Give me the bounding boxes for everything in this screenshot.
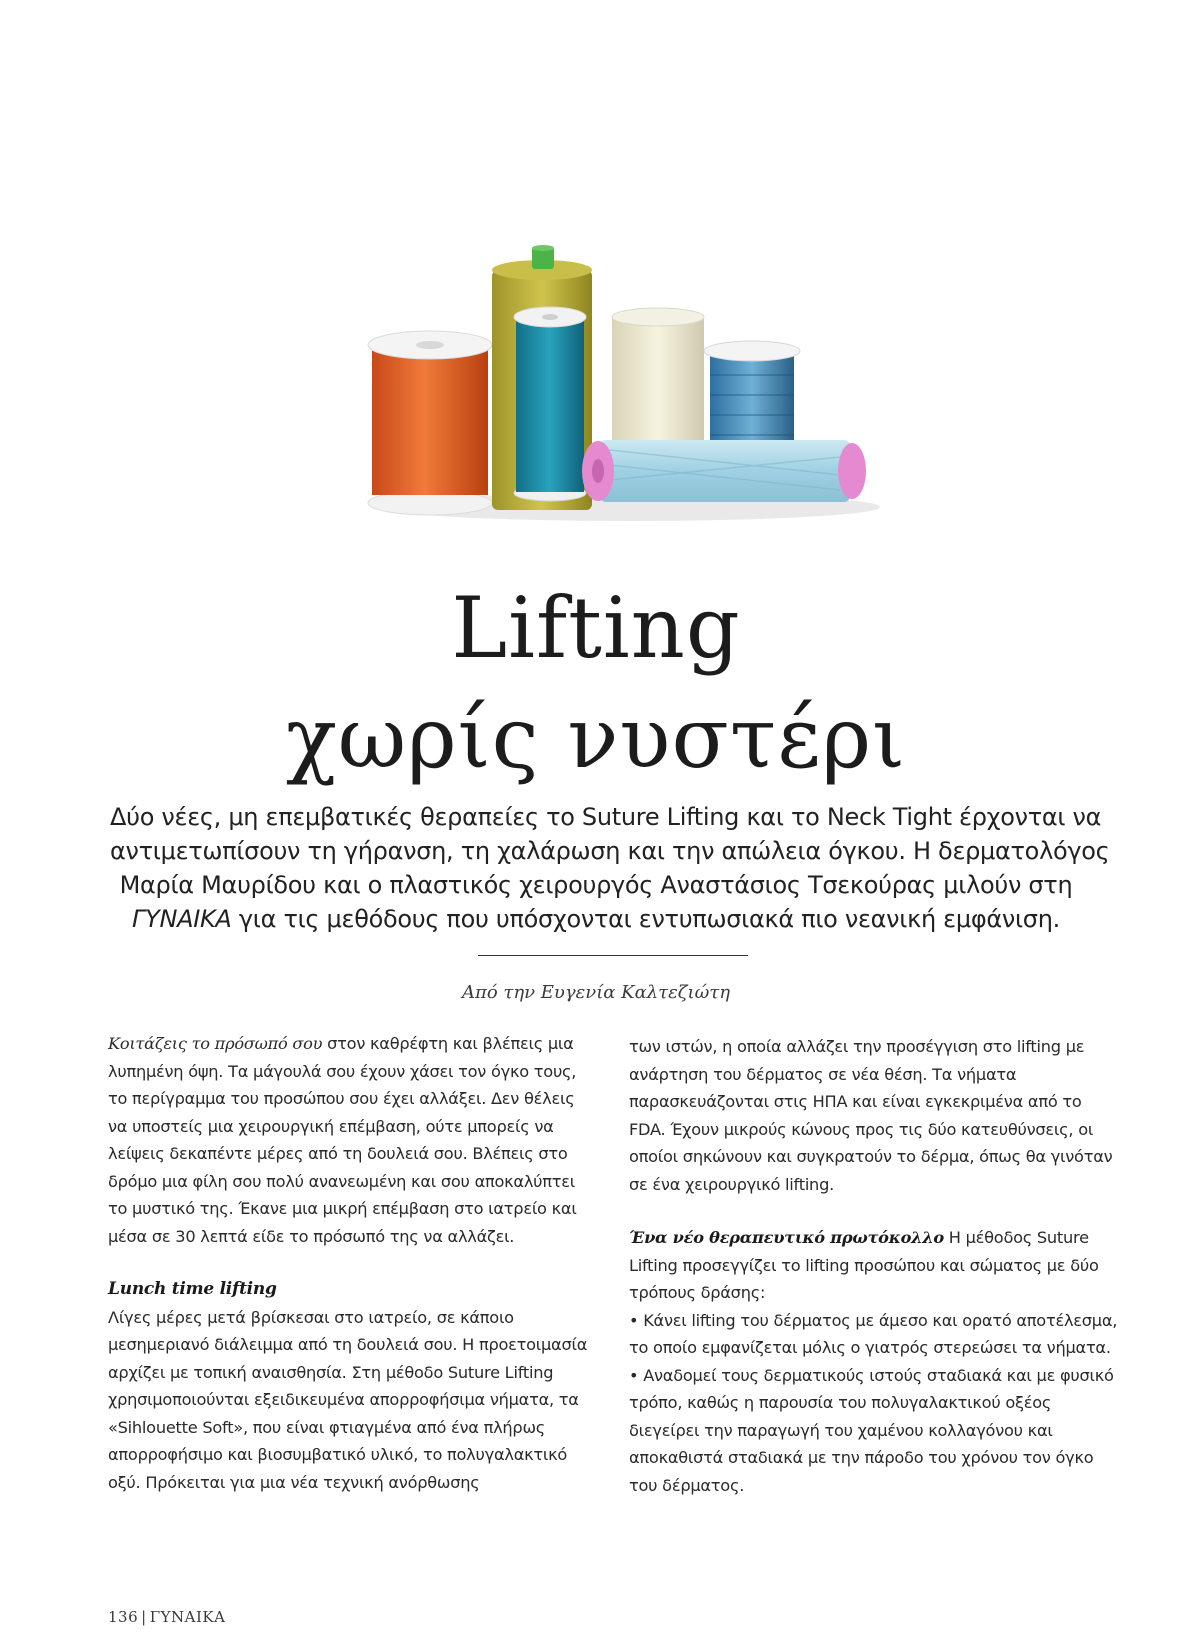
paragraph-body: στον καθρέφτη και βλέπεις μια λυπημένη όψη. Τα μάγουλά σου έχουν χάσει τον όγκο τους, το περίγραμμα του προσώπου σου έχει αλλάξει. Δεν θέλεις να υποστείς μια χειρουργική επέμβαση, ούτε μπορείς να λείψεις δεκαπέντε μέρες από τη δουλειά σου. Βλέπεις στο δρόμο μια φίλη σου πολύ ανανεωμένη και σου αποκαλύπτει το μυστικό της. Έκανε μια μικρή επέμβαση στο ιατρείο και μέσα σε 30 λεπτά είδε το πρόσωπό της να αλλάζει.	[108, 1034, 577, 1246]
paragraph-body: Η μέθοδος Suture Lifting προσεγγίζει το lifting προσώπου και σώματος με δύο τρόπους δράσης:	[629, 1228, 1099, 1302]
bullet-item: • Κάνει lifting του δέρματος με άμεσο και ορατό αποτέλεσμα, το οποίο εμφανίζεται μόλις ο γιατρός στερεώσει τα νήματα.	[629, 1310, 1118, 1357]
thread-spools-image	[360, 245, 900, 545]
article-title-line2: χωρίς νυστέρι	[285, 689, 907, 787]
right-column	[629, 1033, 1119, 1499]
paragraph	[629, 1224, 1119, 1307]
teal-spool	[514, 307, 586, 501]
lightblue-spool	[582, 440, 866, 502]
paragraph	[108, 1030, 598, 1250]
lead-line	[110, 902, 1082, 936]
lead-line-rest: για τις μεθόδους που υπόσχονται εντυπωσιακά πιο νεανική εμφάνιση.	[231, 905, 1060, 933]
byline: Από την Ευγενία Καλτεζιώτη	[461, 982, 731, 1003]
article-title-line1: Lifting	[451, 579, 741, 677]
lead-line: Δύο νέες, μη επεμβατικές θεραπείες το Suture Lifting και το Neck Tight έρχονται να	[110, 803, 1102, 831]
inline-subhead: Ένα νέο θεραπευτικό πρωτόκολλο	[629, 1228, 944, 1247]
orange-spool	[368, 331, 492, 515]
page-number: 136	[108, 1608, 139, 1626]
page-folio	[108, 1608, 225, 1626]
divider	[478, 955, 748, 956]
paragraph: των ιστών, η οποία αλλάζει την προσέγγιση στο lifting με ανάρτηση του δέρματος σε νέα θέση. Τα νήματα παρασκευάζονται στις ΗΠΑ και είναι εγκεκριμένα από το FDA. Έχουν μικρούς κώνους προς τις δύο κατευθύνσεις, οι οποίοι σηκώνουν και συγκρατούν το δέρμα, όπως θα γινόταν σε ένα χειρουργικό lifting.	[629, 1037, 1113, 1194]
paragraph: Λίγες μέρες μετά βρίσκεσαι στο ιατρείο, σε κάποιο μεσημεριανό διάλειμμα από τη δουλειά σου. Η προετοιμασία αρχίζει με τοπική αναισθησία. Στη μέθοδο Suture Lifting χρησιμοποιούνται εξειδικευμένα απορροφήσιμα νήματα, τα «Sihlouette Soft», που είναι φτιαγμένα από ένα πλήρως απορροφήσιμο και βιοσυμβατικό υλικό, το πολυγαλακτικό οξύ. Πρόκειται για μια νέα τεχνική ανόρθωσης	[108, 1307, 588, 1492]
bullet-item: • Αναδομεί τους δερματικούς ιστούς σταδιακά και με φυσικό τρόπο, καθώς η παρουσία του πολυγαλακτικού οξέος διεγείρει την παραγωγή του χαμένου κολλαγόνου και αποκαθιστά σταδιακά με την πάροδο του χρόνου τον όγκο του δέρματος.	[629, 1365, 1114, 1495]
paragraph-lead: Κοιτάζεις το πρόσωπό σου	[108, 1034, 323, 1053]
magazine-name: ΓΥΝΑΙΚΑ	[132, 905, 232, 933]
article-lead	[110, 800, 1110, 936]
magazine-name-folio: ΓΥΝΑΙΚΑ	[149, 1608, 226, 1626]
left-column	[108, 1030, 598, 1496]
lead-line: Μαρία Μαυρίδου και ο πλαστικός χειρουργός Αναστάσιος Τσεκούρας μιλούν στη	[119, 871, 1073, 899]
folio-separator: |	[141, 1608, 147, 1626]
lead-line: αντιμετωπίσουν τη γήρανση, τη χαλάρωση και την απώλεια όγκου. Η δερματολόγος	[110, 837, 1110, 865]
section-subhead: Lunch time lifting	[108, 1279, 277, 1299]
